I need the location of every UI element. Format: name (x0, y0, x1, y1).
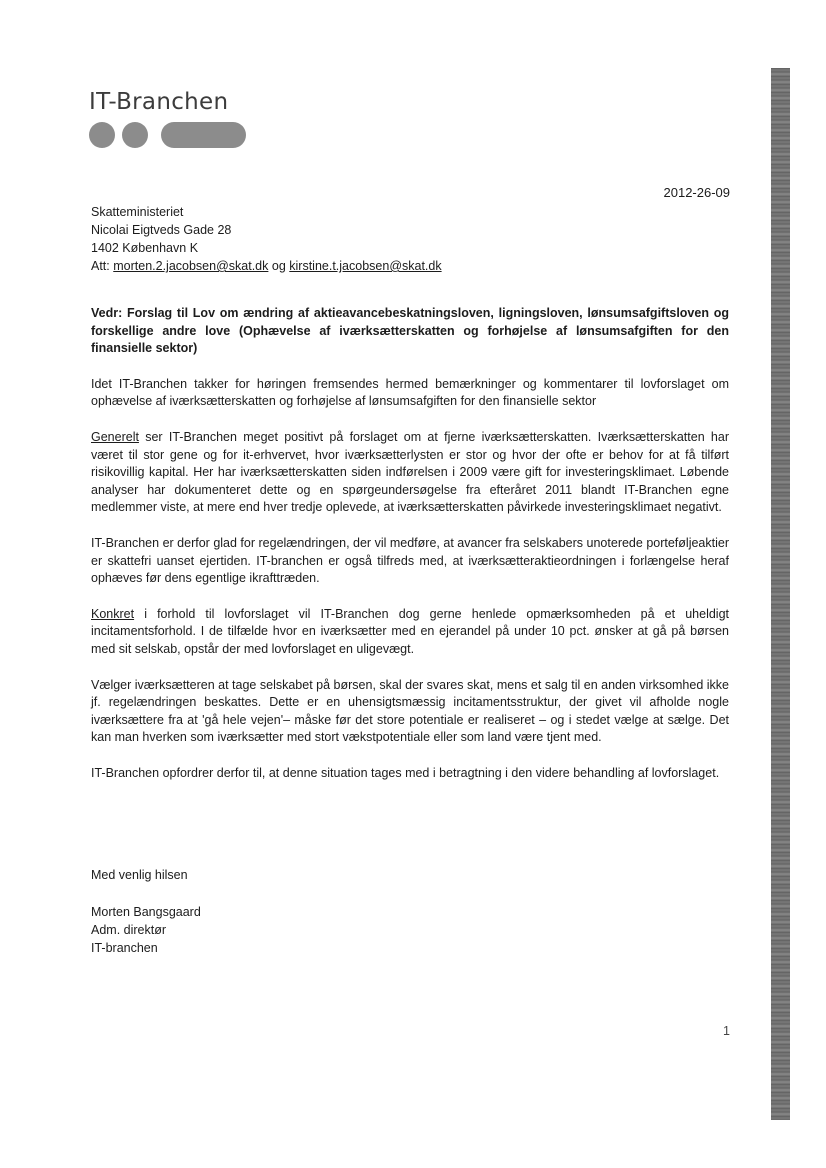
logo-dot-icon (89, 122, 115, 148)
paragraph-concrete-text: i forhold til lovforslaget vil IT-Branchen dog gerne henlede opmærksomheden på et uheldigt incitamentsforhold. I de tilfælde hvor en iværksætter med en ejerandel på under 10 pct. ønsker at gå på børsen med sit selskab, opstår der med lovforslaget en uligevægt. (91, 606, 729, 656)
paragraph-rule-change: IT-Branchen er derfor glad for regelændringen, der vil medføre, at avancer fra selskabers unoterede porteføljeaktier er skattefri uanset ejertiden. IT-branchen er også tilfreds med, at iværksætteraktieordningen i forlængelse heraf ophæves før dens egentlige ikrafttræden. (91, 535, 729, 586)
logo-pill-icon (161, 122, 246, 148)
paragraph-concrete (91, 606, 729, 659)
signature-block (91, 903, 201, 957)
paragraph-request: IT-Branchen opfordrer derfor til, at denne situation tages med i betragtning i den videre behandling af lovforslaget. (91, 765, 720, 780)
logo-wordmark: IT-Branchen (89, 89, 229, 115)
paragraph-general-text: ser IT-Branchen meget positivt på forslaget om at fjerne iværksætterskatten. Iværksætterskatten har været til stor gene og for it-erhvervet, hvor iværksætterlysten er stor og hvor der ofte er behov for at få tilført risikovillig kapital. Her har iværksætterskatten siden indførelsen i 2009 være gift for investeringsklimaet. Løbende analyser har dokumenteret dette og en spørgeundersøgelse fra efteråret 2011 blandt IT-Branchen egne medlemmer viste, at mere end hver tredje oplevede, at iværksætterskatten påvirkede investeringsklimaet negativt. (91, 429, 729, 515)
recipient-street: Nicolai Eigtveds Gade 28 (91, 223, 232, 237)
letter-date: 2012-26-09 (663, 185, 730, 200)
recipient-address (91, 203, 442, 275)
att-label: Att: (91, 259, 110, 273)
paragraph-concrete-lead: Konkret (91, 606, 135, 621)
recipient-organization: Skatteministeriet (91, 205, 184, 219)
email-link-kirstine[interactable]: kirstine.t.jacobsen@skat.dk (289, 259, 442, 273)
letter-subject: Vedr: Forslag til Lov om ændring af aktieavancebeskatningsloven, ligningsloven, lønsumsafgiftsloven og forskellige andre love (Ophævelse af iværksætterskatten og forhøjelse af lønsumsafgiften for den finansielle sektor) (91, 306, 729, 356)
letter-body (91, 305, 729, 800)
signature-name: Morten Bangsgaard (91, 905, 201, 919)
paragraph-general-lead: Generelt (91, 429, 139, 444)
page-number: 1 (723, 1024, 730, 1038)
recipient-city: 1402 København K (91, 241, 199, 255)
scan-edge-shadow (771, 68, 790, 1120)
company-logo (89, 88, 246, 148)
recipient-att-line (91, 257, 442, 275)
logo-dot-icon (122, 122, 148, 148)
paragraph-incentive: Vælger iværksætteren at tage selskabet på børsen, skal der svares skat, mens et salg til en anden virksomhed ikke jf. regelændringen beskattes. Dette er en uhensigtsmæssig incitamentsstruktur, der givet vil afholde nogle iværksættere fra at 'gå hele vejen'– måske før det store potentiale er realiseret – og i stedet vælge at sælge. Det kan man hverken som iværksætter med stort vækstpotentiale eller som land være tjent med. (91, 677, 729, 745)
closing-salutation: Med venlig hilsen (91, 868, 188, 882)
email-link-morten[interactable]: morten.2.jacobsen@skat.dk (113, 259, 269, 273)
paragraph-intro: Idet IT-Branchen takker for høringen fremsendes hermed bemærkninger og kommentarer til lovforslaget om ophævelse af iværksætterskatten og forhøjelse af lønsumsafgiften for den finansielle sektor (91, 376, 729, 409)
att-connector: og (271, 259, 286, 273)
logo-graphic (89, 122, 246, 148)
paragraph-general (91, 429, 729, 517)
signature-title: Adm. direktør (91, 923, 167, 937)
signature-org: IT-branchen (91, 941, 158, 955)
